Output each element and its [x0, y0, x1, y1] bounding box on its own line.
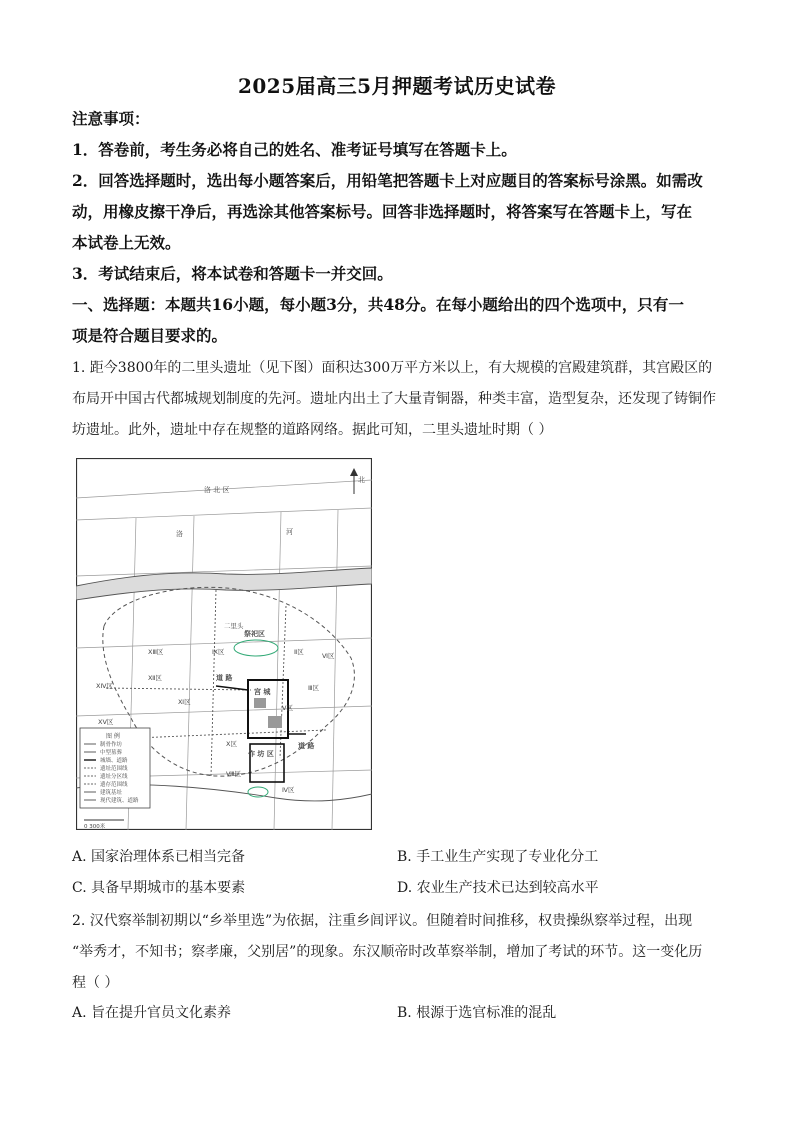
- map-district-11: Ⅺ区: [178, 698, 191, 706]
- notice-item-2-line-1: 2．回答选择题时，选出每小题答案后，用铅笔把答题卡上对应题目的答案标号涂黑。如需改: [72, 171, 703, 190]
- map-label-erlitou: 二里头: [224, 622, 244, 630]
- map-district-10: Ⅹ区: [226, 740, 237, 748]
- map-district-9: Ⅸ区: [212, 648, 225, 656]
- map-district-13: XⅢ区: [148, 648, 164, 656]
- map-region-luobei: 洛 北 区: [204, 486, 230, 494]
- map-district-15: XⅤ区: [98, 718, 114, 726]
- map-label-palace: 宫 城: [254, 688, 271, 696]
- map-legend: [80, 728, 150, 808]
- question-1-option-d[interactable]: D. 农业生产技术已达到较高水平: [397, 880, 599, 896]
- map-district-5: Ⅴ区: [282, 704, 293, 712]
- question-1-option-a[interactable]: A. 国家治理体系已相当完备: [72, 849, 246, 865]
- question-2-line-2: “举秀才，不知书；察孝廉，父别居”的现象。东汉顺帝时改革察举制，增加了考试的环节。这一变化历: [72, 944, 703, 960]
- notice-item-2-line-3: 本试卷上无效。: [72, 233, 181, 252]
- legend-item-label: 建筑基址: [100, 790, 123, 796]
- map-label-sacrifice: 祭祀区: [244, 630, 265, 638]
- map-district-8: Ⅷ区: [226, 770, 242, 778]
- legend-item-label: 遗存范围线: [100, 782, 128, 788]
- section-heading-line-1: 一、选择题：本题共16小题，每小题3分，共48分。在每小题给出的四个选项中，只有一: [72, 295, 684, 314]
- erlitou-site-map: [76, 458, 372, 830]
- map-label-workshop: 作 坊 区: [248, 750, 274, 758]
- map-district-2: Ⅱ区: [294, 648, 304, 656]
- map-river-char-2: 河: [286, 528, 293, 536]
- legend-item-label: 现代建筑、道路: [100, 798, 139, 804]
- question-1-line-3: 坊遗址。此外，遗址中存在规整的道路网络。据此可知，二里头遗址时期（ ）: [72, 422, 553, 438]
- question-2-line-3: 程（ ）: [72, 975, 119, 991]
- question-2-line-1: 2. 汉代察举制初期以“乡举里选”为依据，注重乡闾评议。但随着时间推移，权贵操纵察举过程，出现: [72, 913, 693, 929]
- question-1-line-1: 1. 距今3800年的二里头遗址（见下图）面积达300万平方米以上，有大规模的宫殿建筑群，其宫殿区的: [72, 360, 713, 376]
- map-district-4: Ⅳ区: [282, 786, 295, 794]
- section-heading-line-2: 项是符合题目要求的。: [72, 326, 228, 345]
- map-north-label: 北: [358, 476, 365, 484]
- page-title: 2025届高三5月押题考试历史试卷: [237, 74, 557, 98]
- notice-heading: 注意事项：: [72, 109, 150, 128]
- question-1-option-b[interactable]: B. 手工业生产实现了专业化分工: [397, 849, 599, 865]
- notice-item-1: 1．答卷前，考生务必将自己的姓名、准考证号填写在答题卡上。: [72, 140, 517, 159]
- map-district-12: Ⅻ区: [148, 674, 162, 682]
- question-2-option-b[interactable]: B. 根源于选官标准的混乱: [397, 1005, 557, 1021]
- legend-item-label: 制骨作坊: [100, 742, 123, 748]
- map-label-road-1: 道 路: [216, 674, 233, 682]
- legend-item-label: 遗址分区线: [100, 774, 128, 780]
- legend-item-label: 遗址范围线: [100, 766, 128, 772]
- legend-title: 图 例: [106, 733, 120, 740]
- question-2-option-a[interactable]: A. 旨在提升官员文化素养: [72, 1005, 232, 1021]
- notice-item-3: 3．考试结束后，将本试卷和答题卡一并交回。: [72, 264, 393, 283]
- map-district-14: XⅣ区: [96, 682, 113, 690]
- legend-item-label: 城墙、道路: [100, 758, 128, 764]
- map-district-6: Ⅵ区: [322, 652, 335, 660]
- map-district-3: Ⅲ区: [308, 684, 319, 692]
- question-1-option-c[interactable]: C. 具备早期城市的基本要素: [72, 880, 246, 896]
- notice-item-2-line-2: 动，用橡皮擦干净后，再选涂其他答案标号。回答非选择题时，将答案写在答题卡上，写在: [72, 202, 693, 221]
- map-scale-label: 0 300米: [84, 824, 106, 830]
- map-river-char-1: 洛: [176, 530, 183, 538]
- legend-item-label: 中型墓葬: [100, 750, 123, 756]
- map-label-road-2: 道 路: [298, 742, 315, 750]
- question-1-line-2: 布局开中国古代都城规划制度的先河。遗址内出土了大量青铜器，种类丰富，造型复杂，还发现了铸铜作: [72, 391, 716, 407]
